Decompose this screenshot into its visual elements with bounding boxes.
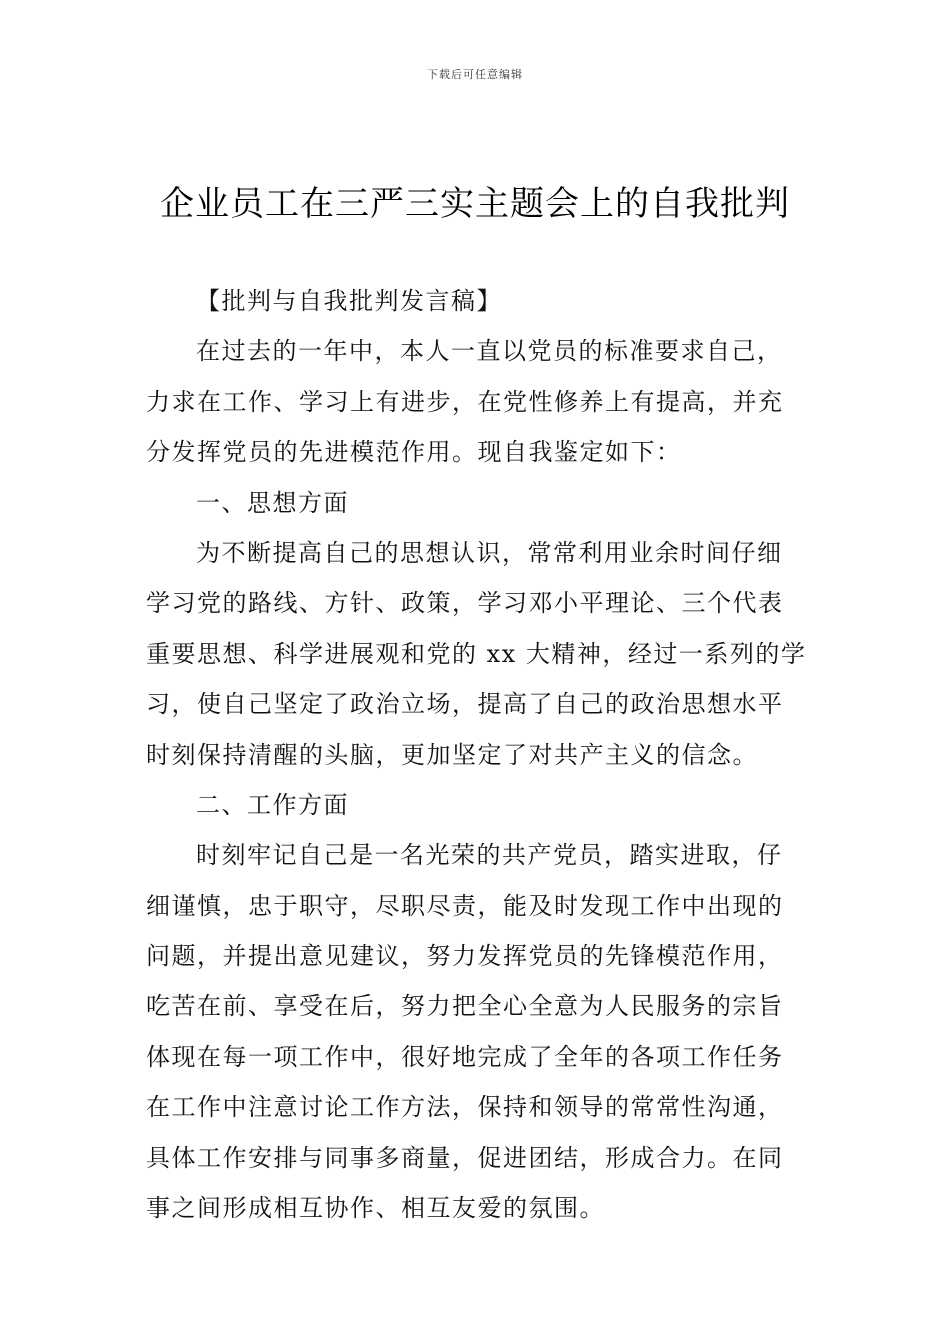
paragraph-line: 在过去的一年中，本人一直以党员的标准要求自己， bbox=[196, 337, 783, 366]
paragraph-line: 在工作中注意讨论工作方法，保持和领导的常常性沟通， bbox=[146, 1093, 784, 1122]
paragraph-line: 分发挥党员的先进模范作用。现自我鉴定如下： bbox=[146, 438, 682, 467]
document-title: 企业员工在三严三实主题会上的自我批判 bbox=[160, 184, 790, 224]
paragraph-line: 吃苦在前、享受在后，努力把全心全意为人民服务的宗旨 bbox=[146, 992, 784, 1021]
paragraph-line: 问题，并提出意见建议，努力发挥党员的先锋模范作用， bbox=[146, 942, 784, 971]
paragraph-line: 学习党的路线、方针、政策，学习邓小平理论、三个代表 bbox=[146, 589, 784, 618]
section-heading-thought: 一、思想方面 bbox=[196, 488, 349, 517]
section-label: 【批判与自我批判发言稿】 bbox=[196, 287, 502, 315]
header-note: 下载后可任意编辑 bbox=[427, 68, 523, 81]
paragraph-line: 习，使自己坚定了政治立场，提高了自己的政治思想水平 bbox=[146, 690, 784, 719]
paragraph-line: 细谨慎，忠于职守，尽职尽责，能及时发现工作中出现的 bbox=[146, 891, 784, 920]
document-body bbox=[146, 276, 806, 1233]
paragraph-line: 时刻牢记自己是一名光荣的共产党员，踏实进取，仔 bbox=[196, 841, 783, 870]
paragraph-line: 时刻保持清醒的头脑，更加坚定了对共产主义的信念。 bbox=[146, 740, 758, 769]
paragraph-line: 事之间形成相互协作、相互友爱的氛围。 bbox=[146, 1194, 605, 1223]
paragraph-line: 体现在每一项工作中，很好地完成了全年的各项工作任务 bbox=[146, 1042, 784, 1071]
paragraph-line: 力求在工作、学习上有进步，在党性修养上有提高，并充 bbox=[146, 387, 784, 416]
paragraph-line: 为不断提高自己的思想认识，常常利用业余时间仔细 bbox=[196, 538, 783, 567]
paragraph-line: 重要思想、科学进展观和党的 xx 大精神，经过一系列的学 bbox=[146, 639, 806, 668]
section-heading-work: 二、工作方面 bbox=[196, 790, 349, 819]
paragraph-line: 具体工作安排与同事多商量，促进团结，形成合力。在同 bbox=[146, 1143, 784, 1172]
